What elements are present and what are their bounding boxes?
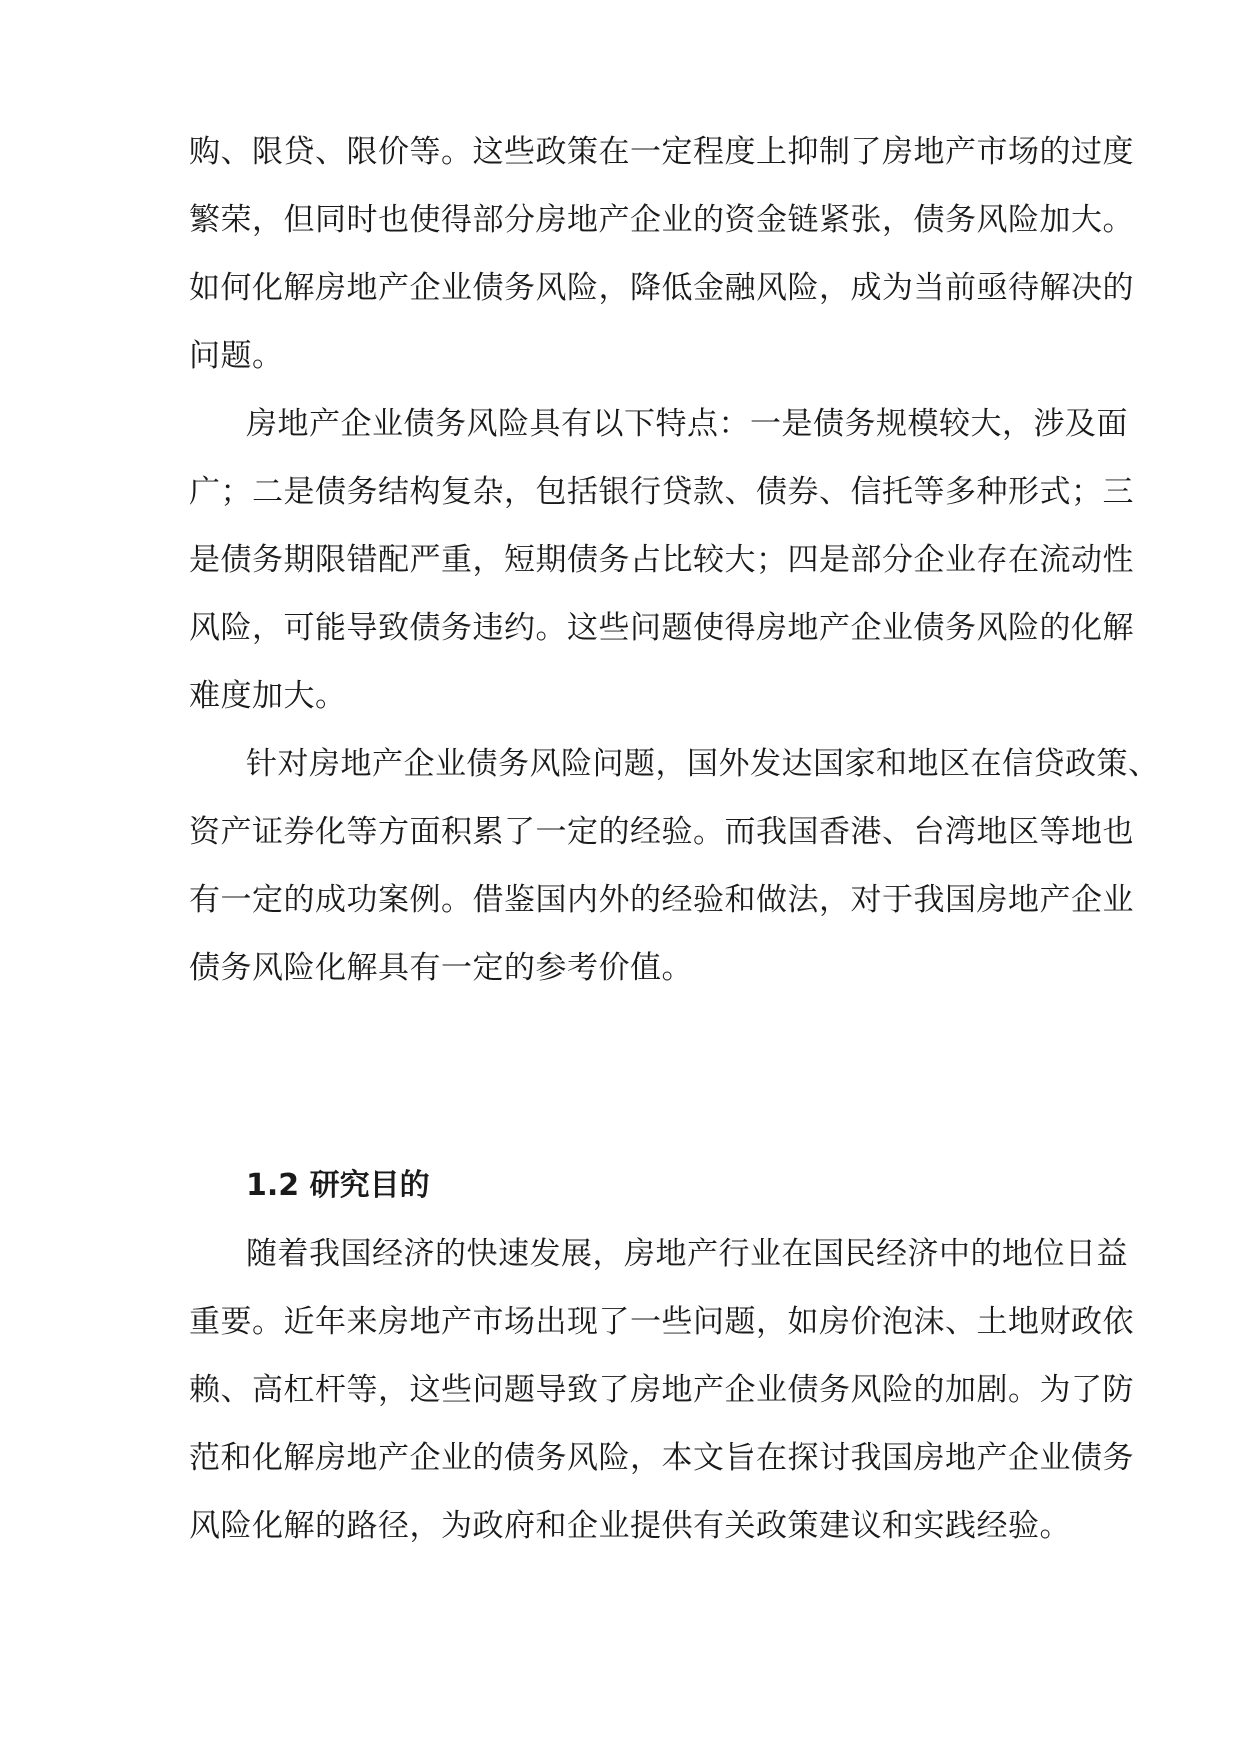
paragraph-line: 广；二是债务结构复杂，包括银行贷款、债券、信托等多种形式；三	[189, 474, 1134, 510]
paragraph-line: 风险化解的路径，为政府和企业提供有关政策建议和实践经验。	[189, 1508, 1071, 1544]
paragraph-line: 风险，可能导致债务违约。这些问题使得房地产企业债务风险的化解	[189, 610, 1134, 646]
paragraph-line: 繁荣，但同时也使得部分房地产企业的资金链紧张，债务风险加大。	[189, 202, 1134, 238]
paragraph-line: 房地产企业债务风险具有以下特点：一是债务规模较大，涉及面	[246, 406, 1128, 442]
paragraph-line: 如何化解房地产企业债务风险，降低金融风险，成为当前亟待解决的	[189, 270, 1134, 306]
paragraph-line: 是债务期限错配严重，短期债务占比较大；四是部分企业存在流动性	[189, 542, 1134, 578]
section-heading: 1.2 研究目的	[246, 1168, 430, 1203]
paragraph-line: 范和化解房地产企业的债务风险，本文旨在探讨我国房地产企业债务	[189, 1440, 1134, 1476]
paragraph-line: 购、限贷、限价等。这些政策在一定程度上抑制了房地产市场的过度	[189, 134, 1134, 170]
paragraph-line: 随着我国经济的快速发展，房地产行业在国民经济中的地位日益	[246, 1236, 1128, 1272]
paragraph-line: 重要。近年来房地产市场出现了一些问题，如房价泡沫、土地财政依	[189, 1304, 1134, 1340]
paragraph-line: 资产证券化等方面积累了一定的经验。而我国香港、台湾地区等地也	[189, 814, 1134, 850]
paragraph-line: 赖、高杠杆等，这些问题导致了房地产企业债务风险的加剧。为了防	[189, 1372, 1134, 1408]
paragraph-line: 难度加大。	[189, 678, 347, 714]
paragraph-line: 针对房地产企业债务风险问题，国外发达国家和地区在信贷政策、	[246, 746, 1160, 782]
paragraph-line: 问题。	[189, 338, 284, 374]
paragraph-line: 债务风险化解具有一定的参考价值。	[189, 950, 693, 986]
paragraph-line: 有一定的成功案例。借鉴国内外的经验和做法，对于我国房地产企业	[189, 882, 1134, 918]
